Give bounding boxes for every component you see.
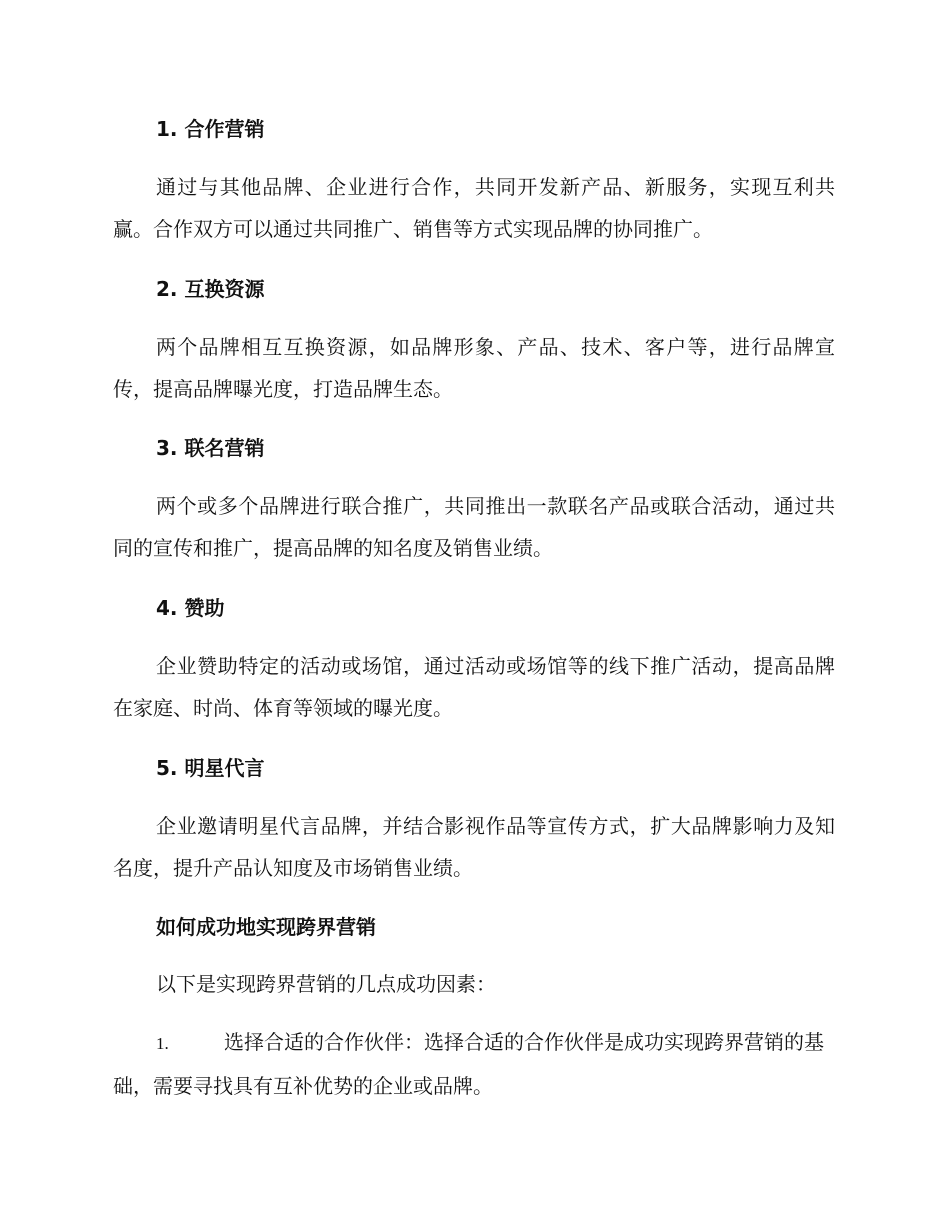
section-body: 企业赞助特定的活动或场馆，通过活动或场馆等的线下推广活动，提高品牌在家庭、时尚、体育等领域的曝光度。 — [113, 654, 835, 720]
section-body: 通过与其他品牌、企业进行合作，共同开发新产品、新服务，实现互利共赢。合作双方可以通过共同推广、销售等方式实现品牌的协同推广。 — [113, 175, 835, 241]
list-item — [113, 1021, 835, 1107]
section-body: 企业邀请明星代言品牌，并结合影视作品等宣传方式，扩大品牌影响力及知名度，提升产品认知度及市场销售业绩。 — [113, 814, 835, 880]
subheading: 如何成功地实现跨界营销 — [156, 915, 376, 939]
section-body: 两个品牌相互互换资源，如品牌形象、产品、技术、客户等，进行品牌宣传，提高品牌曝光度，打造品牌生态。 — [113, 335, 835, 401]
section-heading: 4. 赞助 — [156, 596, 225, 620]
section-body: 两个或多个品牌进行联合推广，共同推出一款联名产品或联合活动，通过共同的宣传和推广，提高品牌的知名度及销售业绩。 — [113, 494, 835, 560]
section-heading: 2. 互换资源 — [156, 277, 265, 301]
list-item-text: 选择合适的合作伙伴：选择合适的合作伙伴是成功实现跨界营销的基础，需要寻找具有互补优势的企业或品牌。 — [113, 1030, 824, 1098]
list-item-number: 1. — [156, 1034, 169, 1053]
section-heading: 3. 联名营销 — [156, 436, 265, 460]
section-heading: 1. 合作营销 — [156, 117, 265, 141]
section-heading: 5. 明星代言 — [156, 756, 265, 780]
intro-text: 以下是实现跨界营销的几点成功因素： — [156, 972, 496, 996]
